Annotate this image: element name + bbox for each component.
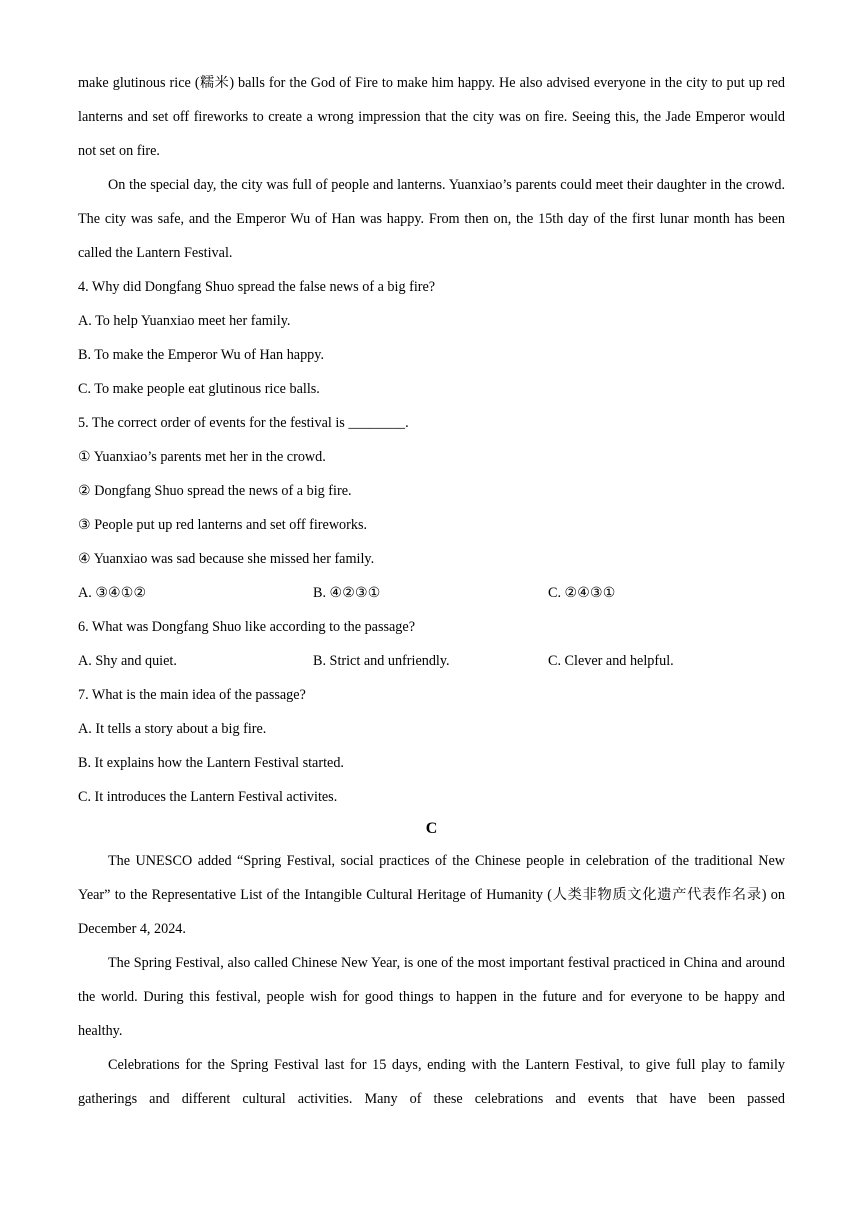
passage-b-paragraph-1: make glutinous rice (糯米) balls for the God of Fire to make him happy. He also advised everyone in the city to put up red lanterns and set off fireworks to create a wrong impression that the city was on fire. Seeing this, the Jade Emperor would not set on fire. — [78, 75, 785, 159]
question-5-option-c[interactable]: C. ②④③① — [548, 585, 616, 601]
question-6-stem: 6. What was Dongfang Shuo like according to the passage? — [78, 619, 415, 635]
question-4-option-c[interactable]: C. To make people eat glutinous rice balls. — [78, 381, 320, 397]
question-5-event-4: ④ Yuanxiao was sad because she missed her family. — [78, 551, 375, 567]
question-7-option-b[interactable]: B. It explains how the Lantern Festival started. — [78, 755, 344, 771]
question-6-option-b[interactable]: B. Strict and unfriendly. — [313, 653, 450, 669]
question-6-option-a[interactable]: A. Shy and quiet. — [78, 653, 177, 669]
question-4-option-b[interactable]: B. To make the Emperor Wu of Han happy. — [78, 347, 324, 363]
passage-c-paragraph-3: Celebrations for the Spring Festival last for 15 days, ending with the Lantern Festival, to give full play to family gatherings and different cultural activities. Many of these celebrations and events that have been passed — [78, 1057, 785, 1107]
question-4-option-a[interactable]: A. To help Yuanxiao meet her family. — [78, 313, 291, 329]
question-5-event-1: ① Yuanxiao’s parents met her in the crowd. — [78, 449, 326, 465]
question-7-option-a[interactable]: A. It tells a story about a big fire. — [78, 721, 267, 737]
question-5-event-3: ③ People put up red lanterns and set off fireworks. — [78, 517, 368, 533]
question-5-option-a[interactable]: A. ③④①② — [78, 585, 147, 601]
document-page — [78, 66, 785, 1116]
question-7-stem: 7. What is the main idea of the passage? — [78, 687, 306, 703]
question-6-option-c[interactable]: C. Clever and helpful. — [548, 653, 674, 669]
passage-c-paragraph-1: The UNESCO added “Spring Festival, social practices of the Chinese people in celebration of the traditional New Year” to the Representative List of the Intangible Cultural Heritage of Humanity (人类非物质文化遗产代表作名录) on December 4, 2024. — [78, 853, 785, 937]
question-5-option-b[interactable]: B. ④②③① — [313, 585, 381, 601]
passage-b-paragraph-2: On the special day, the city was full of people and lanterns. Yuanxiao’s parents could meet their daughter in the crowd. The city was safe, and the Emperor Wu of Han was happy. From then on, the 15th day of the first lunar month has been called the Lantern Festival. — [78, 177, 785, 261]
passage-c-paragraph-2: The Spring Festival, also called Chinese New Year, is one of the most important festival practiced in China and around the world. During this festival, people wish for good things to happen in the future and for everyone to be happy and healthy. — [78, 955, 785, 1039]
question-4-stem: 4. Why did Dongfang Shuo spread the false news of a big fire? — [78, 279, 436, 295]
question-5-stem: 5. The correct order of events for the festival is ________. — [78, 415, 409, 431]
passage-c-heading: C — [425, 820, 438, 837]
question-6-options — [78, 644, 785, 678]
question-5-event-2: ② Dongfang Shuo spread the news of a big fire. — [78, 483, 352, 499]
question-7-option-c[interactable]: C. It introduces the Lantern Festival activites. — [78, 789, 338, 805]
question-5-options — [78, 576, 785, 610]
